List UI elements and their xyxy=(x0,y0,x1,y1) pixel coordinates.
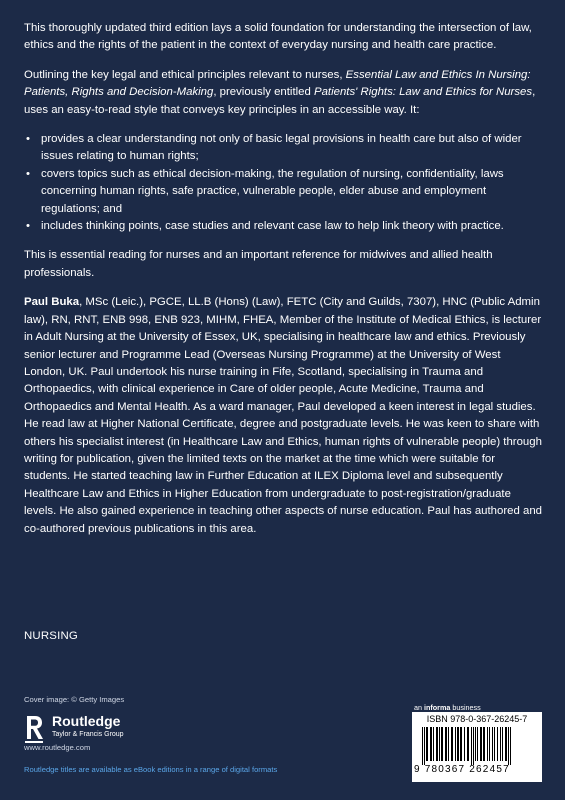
barcode-number: 9 780367 262457 xyxy=(414,764,510,775)
informa-prefix: an xyxy=(414,703,424,712)
routledge-r-icon xyxy=(22,712,46,746)
book-title: Essential Law and Ethics In Nursing: Patients, Rights and Decision-Making xyxy=(24,68,531,99)
author-bio-text: , MSc (Leic.), PGCE, LL.B (Hons) (Law), FETC (City and Guilds, 7307), HNC (Public Admin law), RN, RNT, ENB 998, ENB 923, MIHM, FHEA, Member of the Institute of Medical Ethics, is lecturer in Adult Nursing at the University of Essex, UK, specialising in healthcare law and ethics. Previously senior lecturer and Programme Lead (Overseas Nursing Programme) at the University of West London, UK. Paul undertook his nurse training in Fife, Scotland, specialising in Trauma and Orthopaedics, with clinical experience in Care of older people, Acute Medicine, Trauma and Orthopaedics and Mental Health. As a ward manager, Paul developed a keen interest in legal studies. He read law at Higher National Certificate, degree and postgraduate levels. He was keen to share with others his specialist interest (in Healthcare Law and Ethics, human rights of vulnerable people) through writing for publication, given the limited texts on the market at the time which were suitable for students. He started teaching law in Further Education at ILEX Diploma level and subsequently Healthcare Law and Ethics in Higher Education from undergraduate to post-registration/graduate levels. He also gained experience in teaching other aspects of nurse education. Paul has authored and co-authored previous publications in this area. xyxy=(24,296,542,535)
feature-item: • includes thinking points, case studies and relevant case law to help link theory with practice. xyxy=(24,218,544,235)
barcode-bars xyxy=(422,727,532,765)
barcode xyxy=(412,712,542,782)
feature-item: • provides a clear understanding not only of basic legal provisions in health care but also of wider issues relating to human rights; xyxy=(24,131,544,166)
previous-title: Patients' Rights: Law and Ethics for Nurses xyxy=(313,86,533,99)
back-cover-text xyxy=(24,20,544,550)
outline-text-1: Outlining the key legal and ethical principles relevant to nurses, xyxy=(24,68,346,81)
informa-suffix: business xyxy=(450,703,481,712)
feature-item: • covers topics such as ethical decision-making, the regulation of nursing, confidentiality, laws concerning human rights, safe practice, vulnerable people, elder abuse and employment regulations; and xyxy=(24,166,544,218)
outline-text-2: , previously entitled xyxy=(213,86,314,99)
author-name: Paul Buka xyxy=(24,296,80,309)
publisher-name: Routledge xyxy=(52,713,121,729)
feature-list xyxy=(24,131,544,235)
cover-credit: Cover image: © Getty Images xyxy=(24,695,125,704)
ebook-note: Routledge titles are available as eBook editions in a range of digital formats xyxy=(24,765,278,774)
outline-paragraph xyxy=(24,67,544,119)
informa-tagline xyxy=(414,703,481,712)
author-bio xyxy=(24,294,544,538)
subject-category: NURSING xyxy=(24,630,78,642)
intro-paragraph: This thoroughly updated third edition lays a solid foundation for understanding the intersection of law, ethics and the rights of the patient in the context of everyday nursing and health care practice. xyxy=(24,22,532,52)
publisher-website: www.routledge.com xyxy=(24,743,91,752)
audience-paragraph: This is essential reading for nurses and an important reference for midwives and allied health professionals. xyxy=(24,249,493,279)
informa-brand: informa xyxy=(424,703,451,712)
isbn-text: ISBN 978-0-367-26245-7 xyxy=(426,714,528,724)
outline-text-3: , uses an easy-to-read style that conveys key principles in an accessible way. It: xyxy=(24,86,536,116)
publisher-group: Taylor & Francis Group xyxy=(52,731,124,738)
